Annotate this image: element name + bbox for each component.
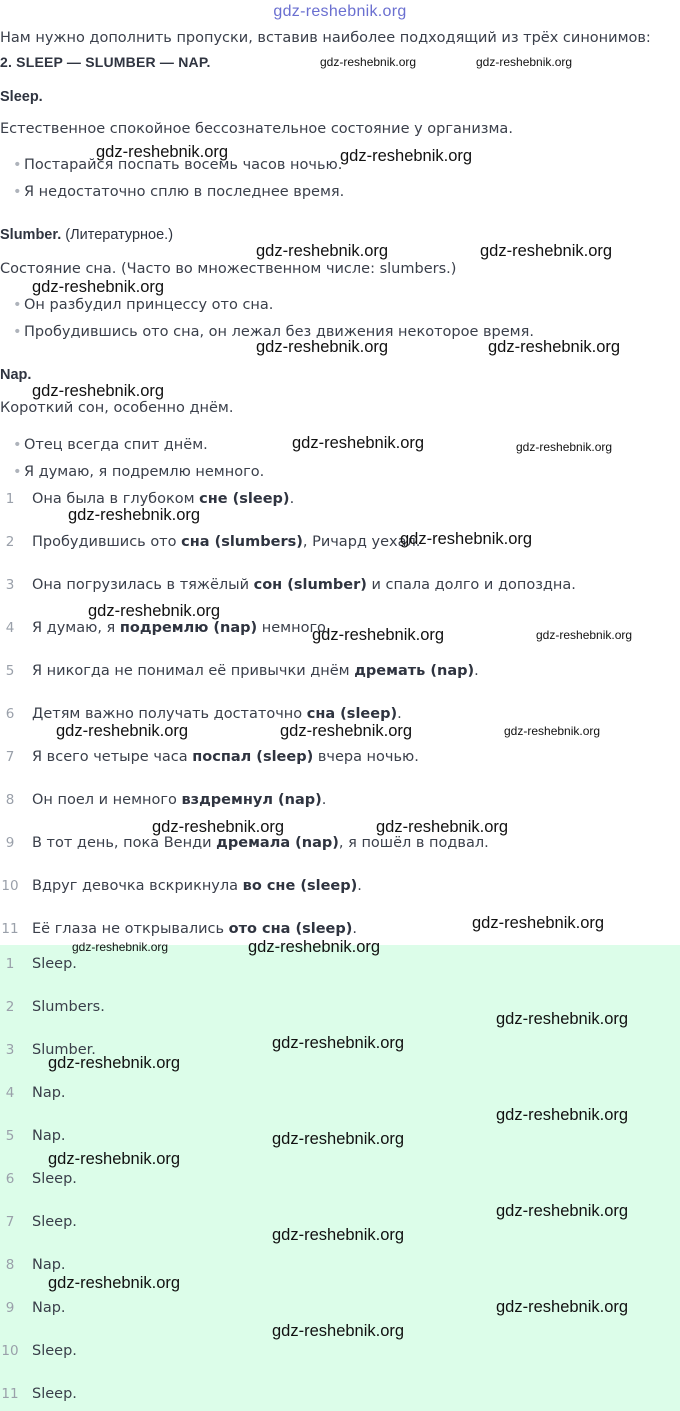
term-nap-word: Nap.	[0, 367, 32, 383]
watermark: gdz-reshebnik.org	[472, 914, 605, 932]
watermark: gdz-reshebnik.org	[96, 143, 229, 161]
watermark: gdz-reshebnik.org	[504, 724, 601, 738]
answer-text: Sleep.	[32, 956, 77, 972]
watermark: gdz-reshebnik.org	[536, 628, 633, 642]
watermark: gdz-reshebnik.org	[248, 938, 381, 956]
watermark: gdz-reshebnik.org	[272, 1034, 405, 1052]
bullet-icon: •	[13, 184, 22, 200]
watermark: gdz-reshebnik.org	[496, 1298, 629, 1316]
task-text-end: .	[289, 491, 295, 507]
watermark: gdz-reshebnik.org	[280, 722, 413, 740]
task-text: Я никогда не понимал её привычки днём	[32, 663, 355, 679]
watermark: gdz-reshebnik.org	[496, 1106, 629, 1124]
task-text-end: .	[357, 878, 362, 894]
watermark: gdz-reshebnik.org	[32, 382, 165, 400]
answer-number: 7	[5, 1214, 15, 1230]
bullet-icon: •	[13, 157, 22, 173]
answer-number: 2	[5, 999, 15, 1015]
answer-text: Nap.	[32, 1300, 66, 1316]
task-text: В тот день, пока Венди	[32, 835, 217, 851]
task-text: Она погрузилась в тяжёлый	[32, 577, 254, 593]
watermark: gdz-reshebnik.org	[376, 818, 509, 836]
watermark: gdz-reshebnik.org	[400, 530, 533, 548]
watermark: gdz-reshebnik.org	[48, 1274, 181, 1292]
example-text: Отец всегда спит днём.	[24, 437, 208, 453]
answer-text: Sleep.	[32, 1171, 77, 1187]
watermark: gdz-reshebnik.org	[312, 626, 445, 644]
task-answer: сон (slumber)	[253, 577, 367, 593]
task-number: 11	[1, 921, 19, 937]
answer-text: Sleep.	[32, 1386, 77, 1402]
task-number: 3	[5, 577, 15, 593]
task-number: 2	[5, 534, 15, 550]
task-answer: ото сна (sleep)	[228, 921, 353, 937]
task-text-end: .	[321, 792, 327, 808]
task-text-end: .	[352, 921, 357, 937]
watermark: gdz-reshebnik.org	[320, 55, 417, 69]
watermark: gdz-reshebnik.org	[272, 1130, 405, 1148]
bullet-icon: •	[13, 437, 22, 453]
task-text-end: немного.	[257, 620, 331, 636]
task-text-end: , Ричард уехал.	[302, 534, 421, 550]
term-sleep-word: Sleep.	[0, 89, 43, 105]
answer-number: 8	[5, 1257, 15, 1273]
term-nap	[0, 367, 31, 383]
watermark: gdz-reshebnik.org	[256, 242, 389, 260]
task-answer: во сне (sleep)	[242, 878, 358, 894]
task-answer: сне (sleep)	[199, 491, 290, 507]
definition-sleep: Естественное спокойное бессознательное состояние у организма.	[0, 121, 513, 137]
task-text-end: .	[397, 706, 402, 722]
watermark: gdz-reshebnik.org	[496, 1202, 629, 1220]
answer-text: Nap.	[32, 1085, 66, 1101]
answer-text: Nap.	[32, 1257, 66, 1273]
answer-number: 9	[5, 1300, 15, 1316]
watermark: gdz-reshebnik.org	[476, 55, 573, 69]
site-header-link[interactable]: gdz-reshebnik.org	[273, 3, 407, 20]
task-text-end: вчера ночью.	[313, 749, 419, 765]
task-answer: сна (sleep)	[306, 706, 398, 722]
definition-slumber: Состояние сна. (Часто во множественном числе: slumbers.)	[0, 261, 457, 277]
task-answer: подремлю (nap)	[119, 620, 258, 636]
task-number: 10	[1, 878, 19, 894]
answer-text: Slumbers.	[32, 999, 105, 1015]
answer-text: Slumber.	[32, 1042, 96, 1058]
task-text: Я думаю, я	[32, 620, 120, 636]
task-number: 1	[5, 491, 15, 507]
example-sleep-2	[13, 184, 344, 200]
watermark: gdz-reshebnik.org	[68, 506, 201, 524]
term-slumber-word: Slumber.	[0, 227, 62, 243]
example-nap-2	[13, 464, 264, 480]
watermark: gdz-reshebnik.org	[32, 278, 165, 296]
task-text-end: и спала долго и допоздна.	[366, 577, 576, 593]
watermark: gdz-reshebnik.org	[56, 722, 189, 740]
task-text: Пробудившись ото	[32, 534, 182, 550]
watermark: gdz-reshebnik.org	[272, 1322, 405, 1340]
watermark: gdz-reshebnik.org	[88, 602, 221, 620]
task-number: 9	[5, 835, 15, 851]
example-nap-1	[13, 437, 208, 453]
task-number: 8	[5, 792, 15, 808]
answer-number: 3	[5, 1042, 15, 1058]
watermark: gdz-reshebnik.org	[340, 147, 473, 165]
example-text: Я недостаточно сплю в последнее время.	[24, 184, 345, 200]
answer-text: Nap.	[32, 1128, 66, 1144]
term-slumber	[0, 227, 173, 243]
task-text: Он поел и немного	[32, 792, 182, 808]
watermark: gdz-reshebnik.org	[256, 338, 389, 356]
answer-text: Sleep.	[32, 1214, 77, 1230]
task-answer: сна (slumbers)	[181, 534, 303, 550]
answer-number: 4	[5, 1085, 15, 1101]
task-text: Вдруг девочка вскрикнула	[32, 878, 243, 894]
task-answer: дремать (nap)	[354, 663, 475, 679]
task-answer: дремала (nap)	[216, 835, 339, 851]
bullet-icon: •	[13, 297, 22, 313]
example-text: Я думаю, я подремлю немного.	[24, 464, 265, 480]
term-slumber-note: (Литературное.)	[65, 227, 174, 243]
task-text-end: .	[474, 663, 479, 679]
watermark: gdz-reshebnik.org	[516, 440, 613, 454]
intro-text: Нам нужно дополнить пропуски, вставив наиболее подходящий из трёх синонимов:	[0, 30, 651, 46]
bullet-icon: •	[13, 464, 22, 480]
watermark: gdz-reshebnik.org	[48, 1150, 181, 1168]
watermark: gdz-reshebnik.org	[272, 1226, 405, 1244]
task-number: 4	[5, 620, 15, 636]
watermark: gdz-reshebnik.org	[292, 434, 425, 452]
task-number: 5	[5, 663, 15, 679]
definition-nap: Короткий сон, особенно днём.	[0, 400, 234, 416]
watermark: gdz-reshebnik.org	[48, 1054, 181, 1072]
task-text: Детям важно получать достаточно	[32, 706, 307, 722]
task-text-end: , я пошёл в подвал.	[338, 835, 489, 851]
watermark: gdz-reshebnik.org	[72, 940, 169, 954]
task-number: 6	[5, 706, 15, 722]
task-answer: вздремнул (nap)	[181, 792, 322, 808]
watermark: gdz-reshebnik.org	[488, 338, 621, 356]
exercise-heading: 2. SLEEP — SLUMBER — NAP.	[0, 54, 211, 70]
task-text: Я всего четыре часа	[32, 749, 193, 765]
term-sleep	[0, 89, 43, 105]
answer-number: 6	[5, 1171, 15, 1187]
watermark: gdz-reshebnik.org	[496, 1010, 629, 1028]
answer-text: Sleep.	[32, 1343, 77, 1359]
answer-number: 10	[1, 1343, 19, 1359]
answer-number: 11	[1, 1386, 19, 1402]
example-text: Постарайся поспать восемь часов ночью.	[24, 157, 343, 173]
watermark: gdz-reshebnik.org	[152, 818, 285, 836]
task-text: Её глаза не открывались	[32, 921, 229, 937]
answer-number: 1	[5, 956, 15, 972]
task-answer: поспал (sleep)	[192, 749, 314, 765]
task-number: 7	[5, 749, 15, 765]
answer-number: 5	[5, 1128, 15, 1144]
watermark: gdz-reshebnik.org	[480, 242, 613, 260]
task-text: Она была в глубоком	[32, 491, 200, 507]
example-text: Он разбудил принцессу ото сна.	[24, 297, 274, 313]
bullet-icon: •	[13, 324, 22, 340]
example-slumber-1	[13, 297, 273, 313]
example-text: Пробудившись ото сна, он лежал без движения некоторое время.	[24, 324, 534, 340]
